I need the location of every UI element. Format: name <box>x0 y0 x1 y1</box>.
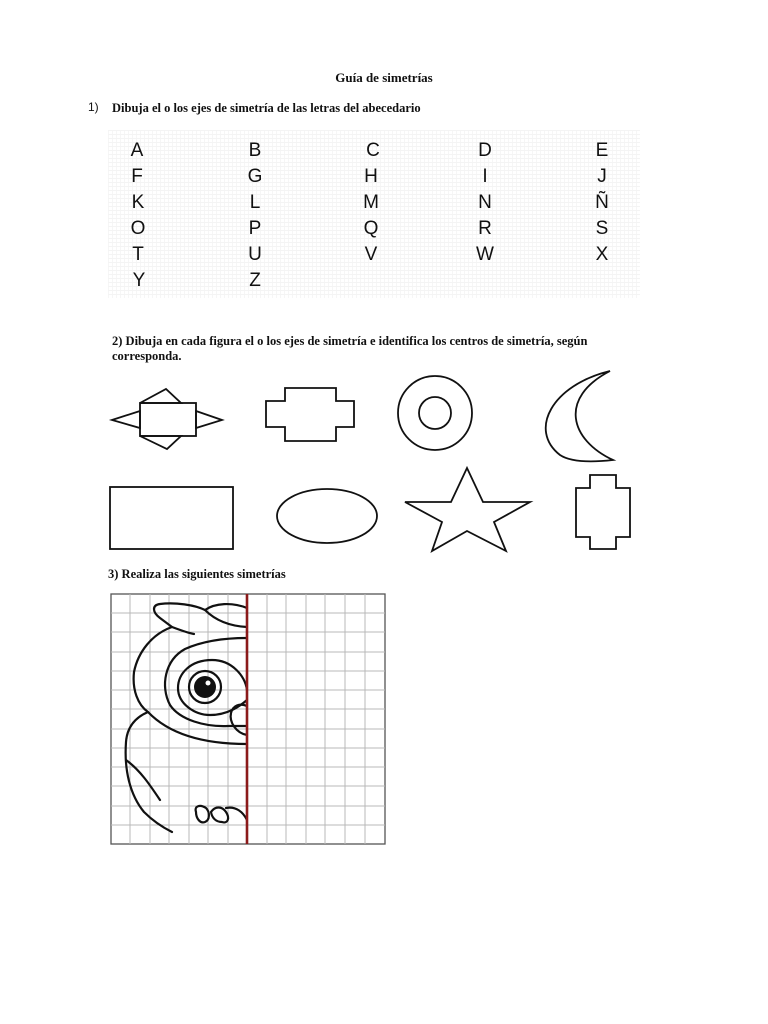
alphabet-grid <box>108 130 640 298</box>
letter: Ñ <box>595 192 609 213</box>
letter: Y <box>132 270 146 291</box>
letter: L <box>249 192 261 213</box>
section3-instruction: 3) Realiza las siguientes simetrías <box>108 567 286 581</box>
letter: S <box>595 218 609 239</box>
letter: Q <box>363 218 379 239</box>
letter: P <box>248 218 262 239</box>
section1-instruction: Dibuja el o los ejes de simetría de las letras del abecedario <box>112 101 421 115</box>
letter: R <box>478 218 492 239</box>
letter: W <box>476 244 494 265</box>
section2-instruction: 2) Dibuja en cada figura el o los ejes de simetría e identifica los centros de simetría, según corresponda. <box>112 334 588 363</box>
letter: H <box>364 166 378 187</box>
letter: O <box>130 218 146 239</box>
letter: K <box>131 192 145 213</box>
page-title: Guía de simetrías <box>335 70 433 85</box>
letter: V <box>364 244 378 265</box>
crescent-moon-shape <box>546 371 613 461</box>
letter: E <box>595 140 609 161</box>
letter: A <box>130 140 144 161</box>
letter: B <box>248 140 262 161</box>
letter: I <box>482 166 488 187</box>
section1-number: 1) <box>88 100 99 114</box>
concentric-circles-shape <box>398 376 472 450</box>
letter: C <box>366 140 380 161</box>
grid-lines <box>111 594 385 844</box>
letter: U <box>248 244 262 265</box>
half-owl-drawing <box>126 603 247 832</box>
letter: T <box>132 244 144 265</box>
letter: M <box>363 192 379 213</box>
letter: G <box>247 166 263 187</box>
owl-pupil <box>194 676 216 698</box>
letter: J <box>597 166 607 187</box>
letter: Z <box>249 270 261 291</box>
plus-shape <box>266 388 354 441</box>
ellipse-shape <box>277 489 377 543</box>
rectangle-shape <box>110 487 233 549</box>
letter: F <box>131 166 143 187</box>
letter: N <box>478 192 492 213</box>
letter: D <box>478 140 492 161</box>
star-shape <box>405 468 530 551</box>
owl-pupil-highlight <box>206 681 211 686</box>
square-with-triangles-shape <box>112 389 222 449</box>
letter: X <box>595 244 609 265</box>
vertical-plus-shape <box>576 475 630 549</box>
